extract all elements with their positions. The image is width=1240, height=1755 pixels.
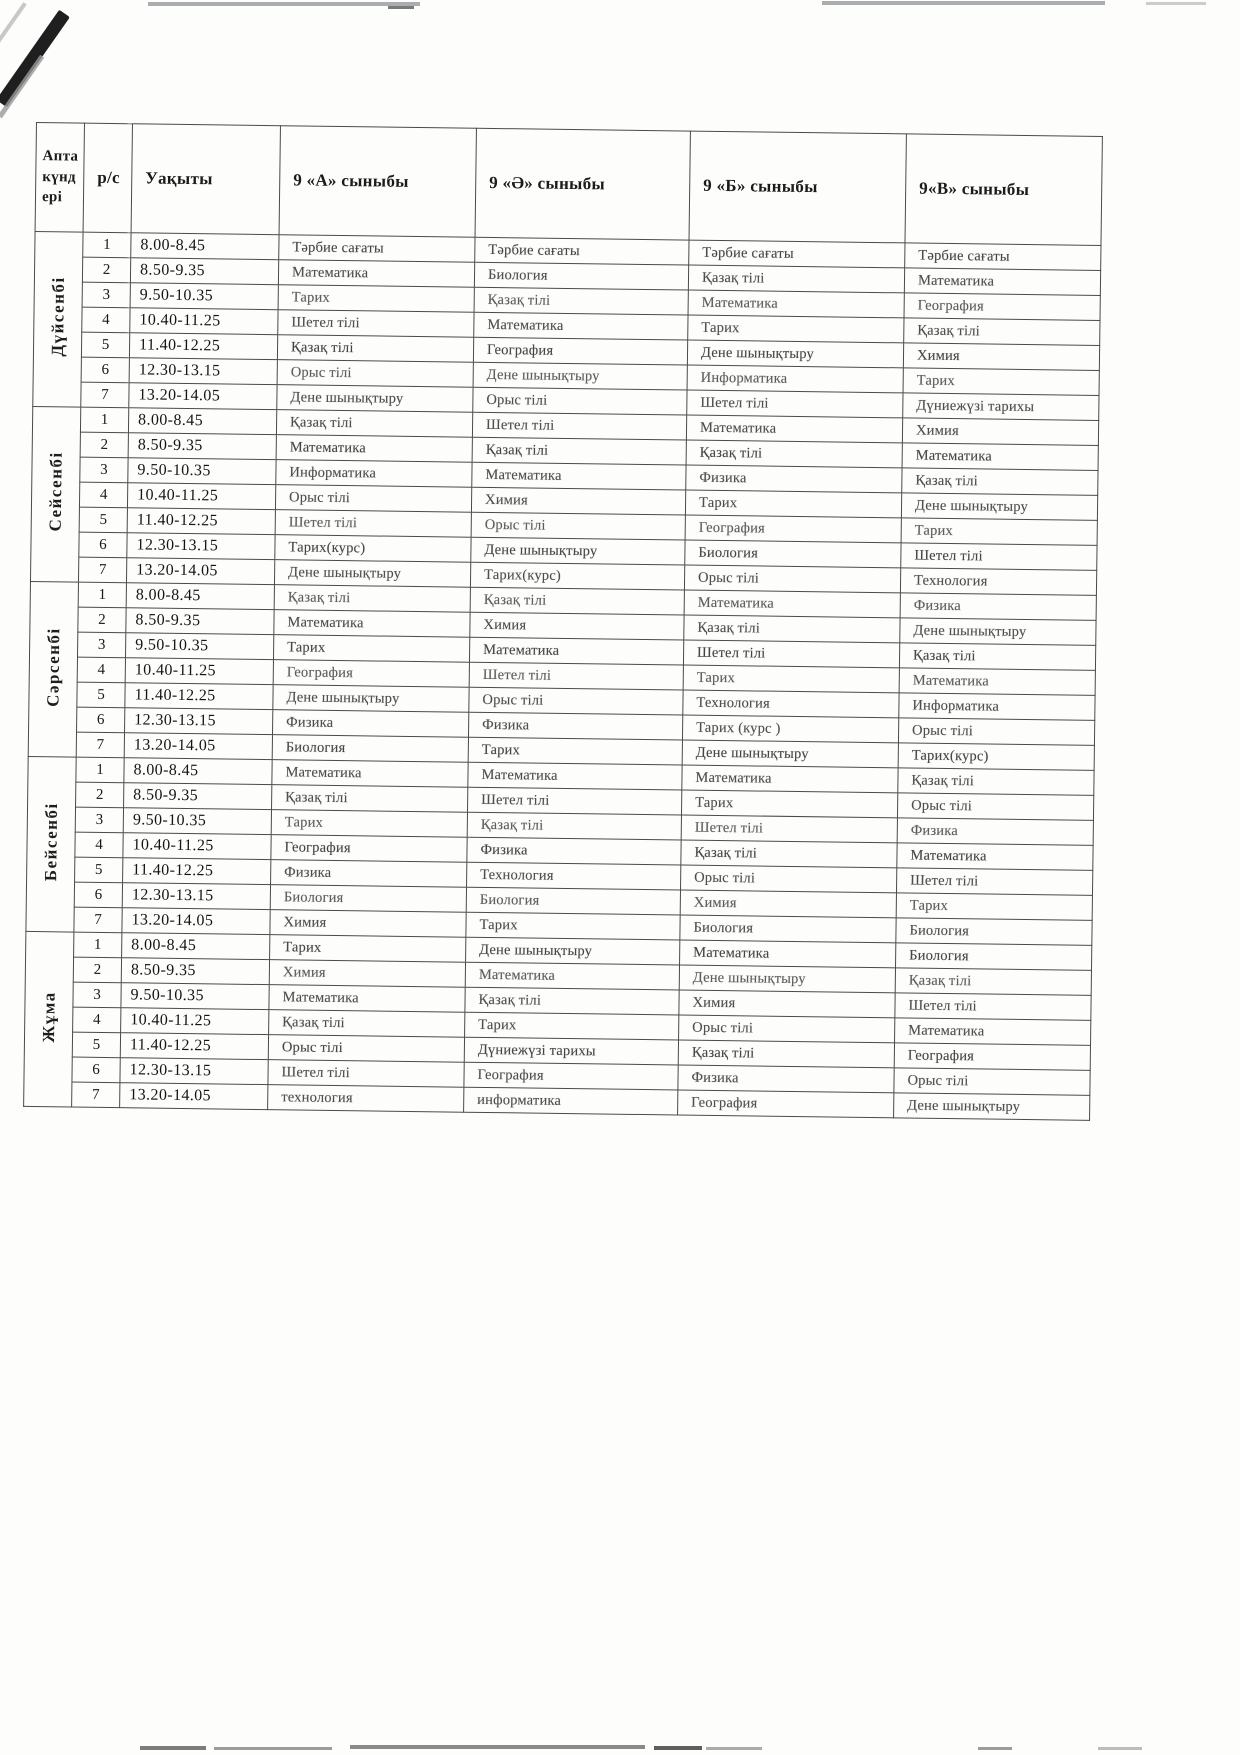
subject-cell: География — [464, 1062, 678, 1090]
subject-cell: Тәрбие сағаты — [279, 235, 475, 263]
period-number-cell: 7 — [81, 382, 129, 408]
subject-cell: Биология — [466, 887, 680, 915]
subject-cell: Математика — [278, 260, 474, 288]
subject-cell: Информатика — [276, 460, 472, 488]
day-name-cell — [28, 581, 78, 757]
time-cell: 13.20-14.05 — [129, 383, 277, 410]
scan-edge-artifact — [1098, 1747, 1142, 1750]
time-cell: 11.40-12.25 — [120, 1033, 268, 1060]
scan-edge-artifact — [706, 1747, 762, 1750]
subject-cell: Қазақ тілі — [474, 287, 688, 315]
subject-cell: Информатика — [899, 693, 1095, 721]
time-cell: 10.40-11.25 — [130, 308, 278, 335]
time-cell: 11.40-12.25 — [123, 858, 271, 885]
subject-cell: Орыс тілі — [275, 485, 471, 513]
header-row — [35, 123, 1102, 246]
period-number-cell: 5 — [75, 857, 123, 883]
subject-cell: Қазақ тілі — [678, 1040, 894, 1068]
day-name-label: Сейсенбі — [45, 451, 66, 532]
time-cell: 8.00-8.45 — [128, 408, 276, 435]
school-timetable — [23, 122, 1103, 1121]
scan-edge-artifact — [140, 1746, 206, 1750]
time-cell: 13.20-14.05 — [122, 908, 270, 935]
subject-cell: Дене шынықтыру — [901, 493, 1097, 521]
subject-cell: Дене шынықтыру — [473, 362, 687, 390]
time-cell: 8.50-9.35 — [130, 258, 278, 285]
period-number-cell: 2 — [78, 607, 126, 633]
time-cell: 10.40-11.25 — [123, 833, 271, 860]
subject-cell: Биология — [896, 943, 1092, 971]
period-number-cell: 3 — [75, 807, 123, 833]
day-name-label: Дүйсенбі — [47, 276, 68, 358]
subject-cell: Химия — [471, 487, 685, 515]
subject-cell: Тәрбие сағаты — [689, 240, 905, 268]
subject-cell: Орыс тілі — [681, 865, 897, 893]
subject-cell: Шетел тілі — [683, 640, 899, 668]
subject-cell: Тарих — [466, 912, 680, 940]
subject-cell: Қазақ тілі — [276, 410, 472, 438]
period-number-cell: 7 — [74, 907, 122, 933]
scan-edge-artifact — [822, 1, 1105, 5]
subject-cell: Қазақ тілі — [688, 265, 904, 293]
subject-cell: Физика — [273, 710, 469, 738]
subject-cell: Қазақ тілі — [899, 643, 1095, 671]
subject-cell: География — [894, 1043, 1090, 1071]
subject-cell: Математика — [895, 1018, 1091, 1046]
subject-cell: Математика — [469, 637, 683, 665]
subject-cell: Қазақ тілі — [465, 987, 679, 1015]
subject-cell: Математика — [902, 443, 1098, 471]
subject-cell: Қазақ тілі — [277, 335, 473, 363]
subject-cell: Дене шынықтыру — [274, 560, 470, 588]
subject-cell: Тарих — [903, 368, 1099, 396]
subject-cell: Орыс тілі — [277, 360, 473, 388]
subject-cell: технология — [268, 1085, 464, 1113]
subject-cell: Орыс тілі — [679, 1015, 895, 1043]
subject-cell: Технология — [683, 690, 899, 718]
subject-cell: Дене шынықтыру — [466, 937, 680, 965]
period-number-cell: 6 — [81, 357, 129, 383]
time-cell: 9.50-10.35 — [125, 633, 273, 660]
subject-cell: Қазақ тілі — [681, 840, 897, 868]
period-number-cell: 5 — [72, 1032, 120, 1058]
subject-cell: География — [678, 1090, 894, 1118]
subject-cell: Технология — [900, 568, 1096, 596]
subject-cell: Технология — [467, 862, 681, 890]
period-number-cell: 4 — [79, 482, 127, 508]
subject-cell: Физика — [271, 860, 467, 888]
scan-edge-artifact — [978, 1747, 1012, 1750]
time-cell: 10.40-11.25 — [127, 483, 275, 510]
subject-cell: Химия — [902, 418, 1098, 446]
header-period-number: р/с — [83, 123, 132, 233]
scan-edge-artifact — [214, 1747, 332, 1750]
time-cell: 8.00-8.45 — [124, 758, 272, 785]
header-class-9b: 9 «Б» сыныбы — [689, 131, 906, 243]
subject-cell: Математика — [474, 312, 688, 340]
time-cell: 8.00-8.45 — [126, 583, 274, 610]
time-cell: 12.30-13.15 — [127, 533, 275, 560]
subject-cell: Информатика — [687, 365, 903, 393]
subject-cell: Шетел тілі — [901, 543, 1097, 571]
subject-cell: Тарих — [688, 315, 904, 343]
subject-cell: Математика — [897, 843, 1093, 871]
subject-cell: Математика — [276, 435, 472, 463]
day-name-label: Бейсенбі — [40, 802, 61, 882]
scan-edge-artifact — [388, 6, 414, 9]
subject-cell: Физика — [900, 593, 1096, 621]
time-cell: 8.50-9.35 — [121, 958, 269, 985]
header-class-9ae: 9 «Ә» сыныбы — [475, 128, 690, 240]
period-number-cell: 7 — [78, 557, 126, 583]
period-number-cell: 4 — [75, 832, 123, 858]
time-cell: 11.40-12.25 — [127, 508, 275, 535]
time-cell: 12.30-13.15 — [120, 1058, 268, 1085]
time-cell: 13.20-14.05 — [120, 1083, 268, 1110]
period-number-cell: 4 — [77, 657, 125, 683]
period-number-cell: 1 — [83, 232, 131, 258]
scan-edge-artifact — [1146, 2, 1206, 5]
header-class-9a: 9 «А» сыныбы — [279, 126, 476, 238]
period-number-cell: 6 — [74, 882, 122, 908]
period-number-cell: 4 — [82, 307, 130, 333]
subject-cell: Қазақ тілі — [272, 785, 468, 813]
period-number-cell: 2 — [76, 782, 124, 808]
table-header — [35, 123, 1102, 246]
scan-edge-artifact — [654, 1746, 702, 1750]
subject-cell: Шетел тілі — [275, 510, 471, 538]
subject-cell: Математика — [274, 610, 470, 638]
timetable-sheet — [23, 122, 1103, 1121]
subject-cell: Қазақ тілі — [470, 587, 684, 615]
subject-cell: Шетел тілі — [687, 390, 903, 418]
subject-cell: Математика — [684, 590, 900, 618]
subject-cell: Орыс тілі — [684, 565, 900, 593]
subject-cell: Қазақ тілі — [467, 812, 681, 840]
time-cell: 13.20-14.05 — [124, 733, 272, 760]
period-number-cell: 3 — [77, 632, 125, 658]
time-cell: 10.40-11.25 — [121, 1008, 269, 1035]
subject-cell: Қазақ тілі — [472, 437, 686, 465]
time-cell: 11.40-12.25 — [129, 333, 277, 360]
subject-cell: Қазақ тілі — [684, 615, 900, 643]
period-number-cell: 7 — [76, 732, 124, 758]
subject-cell: Тарих(курс) — [275, 535, 471, 563]
subject-cell: Дене шынықтыру — [277, 385, 473, 413]
time-cell: 13.20-14.05 — [126, 558, 274, 585]
time-cell: 10.40-11.25 — [125, 658, 273, 685]
subject-cell: Қазақ тілі — [898, 768, 1094, 796]
period-number-cell: 3 — [82, 282, 130, 308]
subject-cell: Дене шынықтыру — [682, 740, 898, 768]
period-number-cell: 1 — [80, 407, 128, 433]
corner-fold-mark — [0, 2, 27, 62]
subject-cell: Физика — [467, 837, 681, 865]
subject-cell: информатика — [464, 1087, 678, 1115]
day-name-cell — [24, 931, 74, 1107]
period-number-cell: 6 — [72, 1057, 120, 1083]
subject-cell: География — [271, 835, 467, 863]
subject-cell: Тарих — [896, 893, 1092, 921]
subject-cell: Математика — [272, 760, 468, 788]
subject-cell: Физика — [678, 1065, 894, 1093]
period-number-cell: 3 — [73, 982, 121, 1008]
subject-cell: Дене шынықтыру — [679, 965, 895, 993]
subject-cell: Шетел тілі — [472, 412, 686, 440]
subject-cell: Қазақ тілі — [902, 468, 1098, 496]
subject-cell: Дене шынықтыру — [900, 618, 1096, 646]
scan-edge-artifact — [350, 1745, 645, 1749]
subject-cell: Дүниежүзі тарихы — [903, 393, 1099, 421]
subject-cell: Химия — [270, 910, 466, 938]
subject-cell: География — [904, 293, 1100, 321]
period-number-cell: 5 — [81, 332, 129, 358]
subject-cell: Тарих — [278, 285, 474, 313]
subject-cell: Биология — [474, 262, 688, 290]
subject-cell: Математика — [904, 268, 1100, 296]
subject-cell: Дене шынықтыру — [273, 685, 469, 713]
subject-cell: Дене шынықтыру — [471, 537, 685, 565]
subject-cell: Математика — [682, 765, 898, 793]
subject-cell: Химия — [269, 960, 465, 988]
subject-cell: Тарих — [271, 810, 467, 838]
header-time: Уақыты — [131, 124, 280, 235]
period-number-cell: 1 — [78, 582, 126, 608]
time-cell: 9.50-10.35 — [130, 283, 278, 310]
time-cell: 12.30-13.15 — [122, 883, 270, 910]
subject-cell: Шетел тілі — [278, 310, 474, 338]
subject-cell: Тарих(курс) — [470, 562, 684, 590]
subject-cell: Қазақ тілі — [686, 440, 902, 468]
period-number-cell: 4 — [73, 1007, 121, 1033]
subject-cell: Химия — [470, 612, 684, 640]
subject-cell: Орыс тілі — [473, 387, 687, 415]
subject-cell: Тәрбие сағаты — [475, 237, 689, 265]
subject-cell: Тарих — [683, 665, 899, 693]
subject-cell: География — [473, 337, 687, 365]
subject-cell: Математика — [472, 462, 686, 490]
period-number-cell: 2 — [82, 257, 130, 283]
subject-cell: Орыс тілі — [894, 1068, 1090, 1096]
subject-cell: Шетел тілі — [895, 993, 1091, 1021]
subject-cell: Химия — [680, 890, 896, 918]
scan-edge-artifact — [148, 2, 420, 6]
subject-cell: Физика — [686, 465, 902, 493]
subject-cell: Орыс тілі — [471, 512, 685, 540]
subject-cell: Орыс тілі — [897, 793, 1093, 821]
period-number-cell: 5 — [79, 507, 127, 533]
subject-cell: Орыс тілі — [898, 718, 1094, 746]
subject-cell: Биология — [685, 540, 901, 568]
time-cell: 12.30-13.15 — [125, 708, 273, 735]
subject-cell: Тарих — [273, 635, 469, 663]
subject-cell: Математика — [269, 985, 465, 1013]
subject-cell: География — [273, 660, 469, 688]
period-number-cell: 3 — [80, 457, 128, 483]
subject-cell: Дене шынықтыру — [894, 1093, 1090, 1121]
day-name-cell — [26, 756, 76, 932]
subject-cell: Тәрбие сағаты — [905, 243, 1101, 271]
table-body — [24, 231, 1101, 1120]
time-cell: 12.30-13.15 — [129, 358, 277, 385]
period-number-cell: 1 — [76, 757, 124, 783]
period-number-cell: 1 — [74, 932, 122, 958]
time-cell: 8.00-8.45 — [122, 933, 270, 960]
subject-cell: Шетел тілі — [681, 815, 897, 843]
subject-cell: Қазақ тілі — [895, 968, 1091, 996]
time-cell: 8.50-9.35 — [126, 608, 274, 635]
subject-cell: Дене шынықтыру — [687, 340, 903, 368]
subject-cell: Математика — [899, 668, 1095, 696]
subject-cell: Математика — [468, 762, 682, 790]
subject-cell: Математика — [686, 415, 902, 443]
subject-cell: Физика — [897, 818, 1093, 846]
subject-cell: Химия — [903, 343, 1099, 371]
subject-cell: Орыс тілі — [469, 687, 683, 715]
time-cell: 9.50-10.35 — [128, 458, 276, 485]
subject-cell: Дүниежүзі тарихы — [464, 1037, 678, 1065]
period-number-cell: 7 — [72, 1082, 120, 1108]
time-cell: 8.50-9.35 — [124, 783, 272, 810]
period-number-cell: 6 — [77, 707, 125, 733]
time-cell: 9.50-10.35 — [121, 983, 269, 1010]
subject-cell: Орыс тілі — [268, 1035, 464, 1063]
day-name-label: Сәрсенбі — [42, 626, 63, 707]
header-weekdays: Апта күндері — [35, 123, 84, 233]
subject-cell: Математика — [680, 940, 896, 968]
period-number-cell: 5 — [77, 682, 125, 708]
subject-cell: Биология — [272, 735, 468, 763]
subject-cell: Шетел тілі — [468, 787, 682, 815]
subject-cell: Тарих — [468, 737, 682, 765]
subject-cell: Математика — [688, 290, 904, 318]
subject-cell: Химия — [679, 990, 895, 1018]
subject-cell: Математика — [465, 962, 679, 990]
subject-cell: Физика — [468, 712, 682, 740]
subject-cell: Биология — [270, 885, 466, 913]
subject-cell: Қазақ тілі — [904, 318, 1100, 346]
subject-cell: Тарих — [901, 518, 1097, 546]
time-cell: 8.50-9.35 — [128, 433, 276, 460]
time-cell: 8.00-8.45 — [131, 233, 279, 260]
subject-cell: Тарих — [465, 1012, 679, 1040]
subject-cell: География — [685, 515, 901, 543]
day-name-cell — [33, 231, 83, 407]
subject-cell: Тарих — [681, 790, 897, 818]
subject-cell: Биология — [680, 915, 896, 943]
day-name-label: Жұма — [38, 990, 59, 1043]
time-cell: 11.40-12.25 — [125, 683, 273, 710]
subject-cell: Тарих (курс ) — [682, 715, 898, 743]
period-number-cell: 2 — [73, 957, 121, 983]
day-name-cell — [30, 406, 80, 582]
time-cell: 9.50-10.35 — [123, 808, 271, 835]
subject-cell: Шетел тілі — [896, 868, 1092, 896]
period-number-cell: 2 — [80, 432, 128, 458]
period-number-cell: 6 — [79, 532, 127, 558]
subject-cell: Шетел тілі — [268, 1060, 464, 1088]
subject-cell: Тарих(курс) — [898, 743, 1094, 771]
subject-cell: Биология — [896, 918, 1092, 946]
subject-cell: Тарих — [685, 490, 901, 518]
subject-cell: Қазақ тілі — [269, 1010, 465, 1038]
header-class-9v: 9«В» сыныбы — [905, 134, 1102, 246]
subject-cell: Тарих — [270, 935, 466, 963]
subject-cell: Қазақ тілі — [274, 585, 470, 613]
subject-cell: Шетел тілі — [469, 662, 683, 690]
